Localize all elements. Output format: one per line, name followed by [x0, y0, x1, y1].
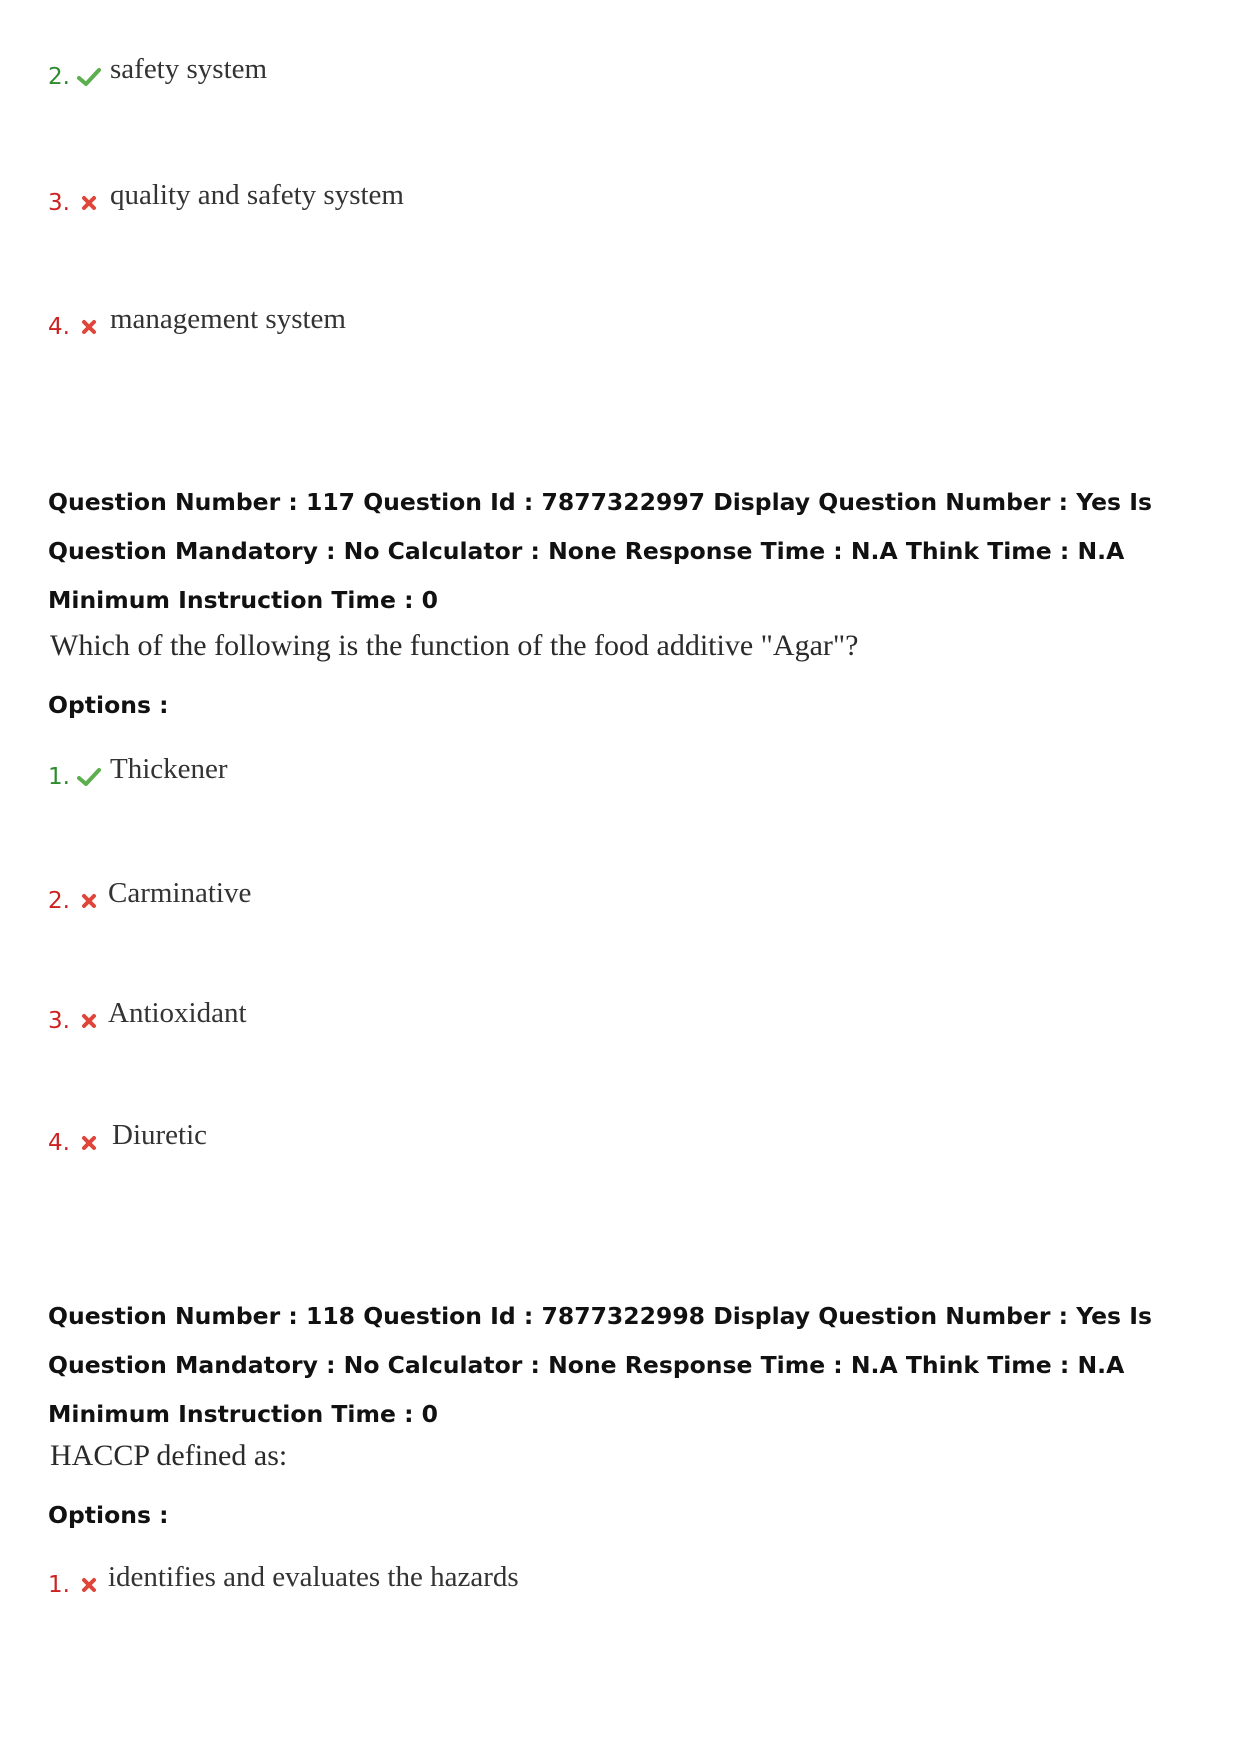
cross-icon — [76, 1574, 102, 1596]
option-item — [48, 178, 748, 218]
option-number: 1. — [48, 1572, 70, 1598]
option-number: 3. — [48, 190, 70, 216]
option-text: safety system — [110, 53, 268, 85]
question-meta-118: Question Number : 118 Question Id : 7877322998 Display Question Number : Yes Is Question Mandatory : No Calculator : None Response Time : N.A Think Time : N.A Minimum Instruction Time : 0 — [48, 1302, 1152, 1428]
option-number: 4. — [48, 1130, 70, 1156]
option-number: 4. — [48, 314, 70, 340]
question-text-117: Which of the following is the function of the food additive "Agar"? — [50, 629, 859, 662]
option-item — [48, 876, 748, 916]
option-item — [48, 52, 748, 92]
check-icon — [76, 766, 102, 788]
option-text: Thickener — [110, 753, 228, 785]
option-text: identifies and evaluates the hazards — [108, 1561, 519, 1593]
option-item — [48, 996, 748, 1036]
option-text: Antioxidant — [108, 997, 247, 1029]
option-number: 2. — [48, 888, 70, 914]
question-text-118: HACCP defined as: — [50, 1439, 288, 1472]
options-label: Options : — [48, 1501, 169, 1529]
cross-icon — [76, 316, 102, 338]
cross-icon — [76, 192, 102, 214]
option-item — [48, 1118, 748, 1158]
option-item — [48, 302, 748, 342]
option-text: quality and safety system — [110, 179, 404, 211]
cross-icon — [76, 1010, 102, 1032]
question-meta-117: Question Number : 117 Question Id : 7877322997 Display Question Number : Yes Is Question Mandatory : No Calculator : None Response Time : N.A Think Time : N.A Minimum Instruction Time : 0 — [48, 488, 1152, 614]
option-text: Carminative — [108, 877, 252, 909]
option-item — [48, 1560, 748, 1600]
option-number: 2. — [48, 64, 70, 90]
option-number: 1. — [48, 764, 70, 790]
check-icon — [76, 66, 102, 88]
option-text: Diuretic — [112, 1119, 208, 1151]
cross-icon — [76, 1132, 102, 1154]
options-label: Options : — [48, 691, 169, 719]
cross-icon — [76, 890, 102, 912]
option-text: management system — [110, 303, 346, 335]
option-item — [48, 752, 748, 792]
option-number: 3. — [48, 1008, 70, 1034]
